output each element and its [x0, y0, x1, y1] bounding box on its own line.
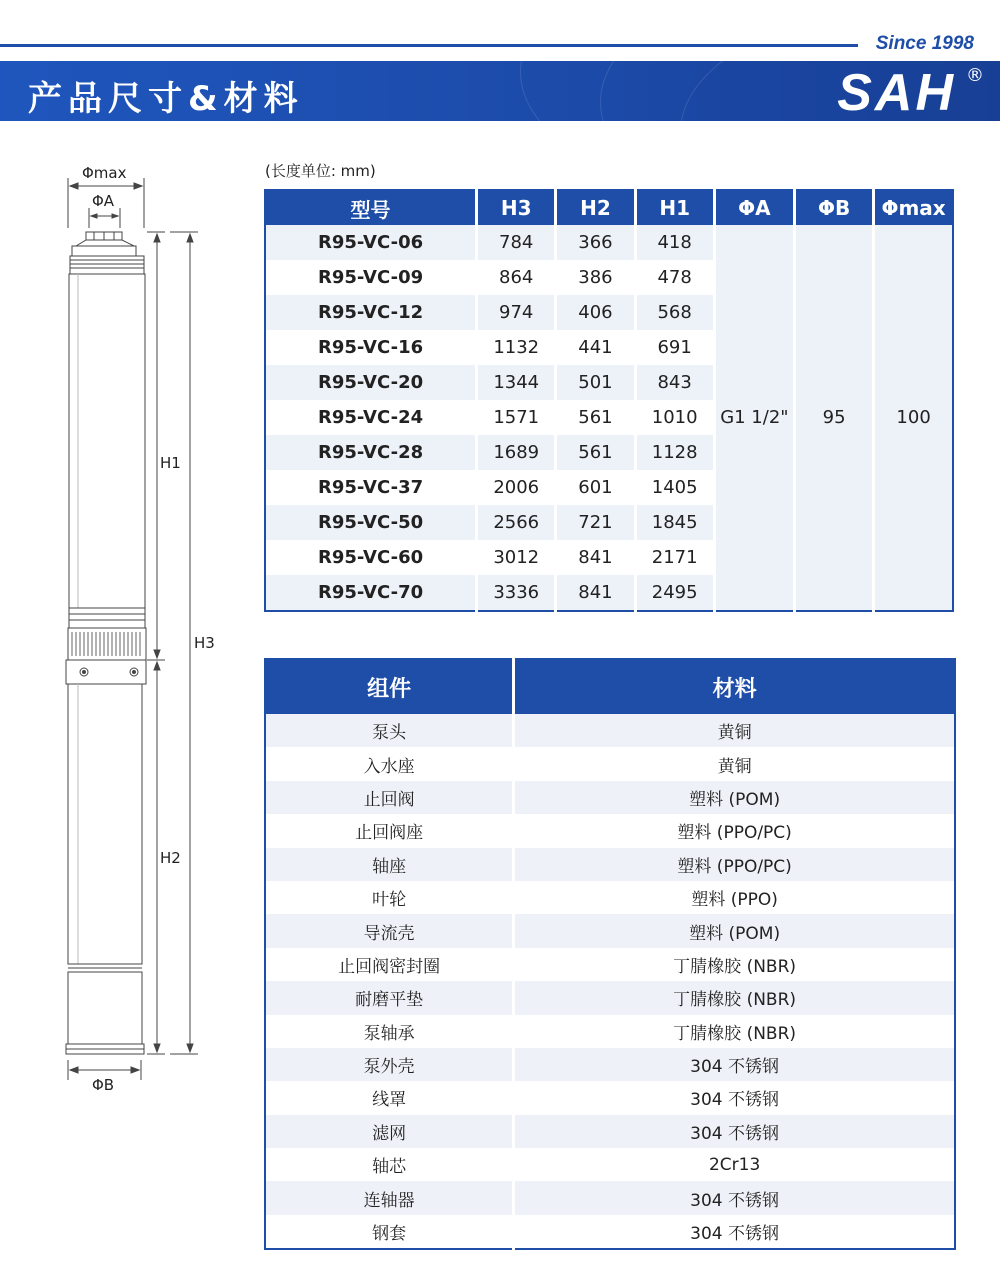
- part-cell: 泵头: [265, 714, 514, 747]
- h3-cell: 2006: [477, 470, 556, 505]
- h2-cell: 841: [556, 575, 635, 611]
- phi-a-value: G1 1/2": [714, 225, 794, 611]
- model-cell: R95-VC-70: [265, 575, 477, 611]
- model-cell: R95-VC-20: [265, 365, 477, 400]
- material-cell: 304 不锈钢: [514, 1115, 955, 1148]
- part-cell: 止回阀座: [265, 814, 514, 847]
- model-cell: R95-VC-24: [265, 400, 477, 435]
- phi-b-value: 95: [794, 225, 873, 611]
- header-rule: [0, 44, 858, 47]
- material-cell: 塑料 (POM): [514, 781, 955, 814]
- h3-cell: 974: [477, 295, 556, 330]
- table-row: [265, 814, 955, 847]
- unit-note: (长度单位: mm): [265, 162, 376, 180]
- h1-cell: 568: [635, 295, 714, 330]
- page-title: 产品尺寸&材料: [28, 79, 304, 119]
- h2-cell: 841: [556, 540, 635, 575]
- table-row: [265, 848, 955, 881]
- model-cell: R95-VC-28: [265, 435, 477, 470]
- part-cell: 泵轴承: [265, 1015, 514, 1048]
- h2-cell: 721: [556, 505, 635, 540]
- col-phi-b: ΦB: [794, 190, 873, 225]
- h3-cell: 1344: [477, 365, 556, 400]
- title-banner: [0, 61, 1000, 121]
- part-cell: 钢套: [265, 1215, 514, 1249]
- part-cell: 轴座: [265, 848, 514, 881]
- h2-cell: 501: [556, 365, 635, 400]
- h3-cell: 1571: [477, 400, 556, 435]
- table-row: [265, 1181, 955, 1214]
- material-cell: 丁腈橡胶 (NBR): [514, 948, 955, 981]
- material-cell: 304 不锈钢: [514, 1215, 955, 1249]
- h2-label: H2: [160, 849, 181, 867]
- material-cell: 304 不锈钢: [514, 1048, 955, 1081]
- table-row: [265, 225, 953, 260]
- part-cell: 入水座: [265, 747, 514, 780]
- materials-header-row: [265, 659, 955, 714]
- material-cell: 304 不锈钢: [514, 1181, 955, 1214]
- table-row: [265, 1015, 955, 1048]
- model-cell: R95-VC-09: [265, 260, 477, 295]
- h3-cell: 784: [477, 225, 556, 260]
- h1-cell: 1845: [635, 505, 714, 540]
- h1-label: H1: [160, 454, 181, 472]
- model-cell: R95-VC-60: [265, 540, 477, 575]
- h1-cell: 2495: [635, 575, 714, 611]
- h2-cell: 561: [556, 400, 635, 435]
- h2-cell: 406: [556, 295, 635, 330]
- material-cell: 塑料 (PPO/PC): [514, 848, 955, 881]
- material-cell: 塑料 (POM): [514, 914, 955, 947]
- h1-cell: 1010: [635, 400, 714, 435]
- material-cell: 丁腈橡胶 (NBR): [514, 1015, 955, 1048]
- part-cell: 泵外壳: [265, 1048, 514, 1081]
- table-row: [265, 714, 955, 747]
- col-phi-a: ΦA: [714, 190, 794, 225]
- part-cell: 连轴器: [265, 1181, 514, 1214]
- material-cell: 塑料 (PPO/PC): [514, 814, 955, 847]
- h3-cell: 864: [477, 260, 556, 295]
- part-cell: 叶轮: [265, 881, 514, 914]
- materials-table: [264, 658, 956, 1250]
- h1-cell: 691: [635, 330, 714, 365]
- material-cell: 黄铜: [514, 747, 955, 780]
- h1-cell: 1128: [635, 435, 714, 470]
- h3-cell: 2566: [477, 505, 556, 540]
- phi-max-label: Φmax: [82, 164, 127, 182]
- phi-a-label: ΦA: [92, 192, 115, 210]
- table-row: [265, 981, 955, 1014]
- material-cell: 丁腈橡胶 (NBR): [514, 981, 955, 1014]
- h3-cell: 3336: [477, 575, 556, 611]
- h2-cell: 561: [556, 435, 635, 470]
- h1-cell: 1405: [635, 470, 714, 505]
- pump-drawing: [0, 130, 260, 1110]
- h2-cell: 441: [556, 330, 635, 365]
- pump-dimension-diagram: [0, 130, 260, 1110]
- model-cell: R95-VC-50: [265, 505, 477, 540]
- registered-mark: ®: [966, 65, 984, 86]
- model-cell: R95-VC-06: [265, 225, 477, 260]
- brand-logo: SAH: [837, 64, 956, 121]
- since-label: Since 1998: [875, 33, 974, 54]
- col-h3: H3: [477, 190, 556, 225]
- table-row: [265, 1048, 955, 1081]
- h1-cell: 2171: [635, 540, 714, 575]
- col-model: 型号: [265, 190, 477, 225]
- table-row: [265, 781, 955, 814]
- h3-label: H3: [194, 634, 215, 652]
- h3-cell: 1689: [477, 435, 556, 470]
- h3-cell: 1132: [477, 330, 556, 365]
- part-cell: 止回阀密封圈: [265, 948, 514, 981]
- h3-cell: 3012: [477, 540, 556, 575]
- part-cell: 线罩: [265, 1081, 514, 1114]
- dimensions-header-row: [265, 190, 953, 225]
- material-cell: 2Cr13: [514, 1148, 955, 1181]
- dimensions-table: [264, 189, 954, 612]
- h2-cell: 386: [556, 260, 635, 295]
- col-h1: H1: [635, 190, 714, 225]
- model-cell: R95-VC-12: [265, 295, 477, 330]
- part-cell: 轴芯: [265, 1148, 514, 1181]
- table-row: [265, 1215, 955, 1249]
- table-row: [265, 1148, 955, 1181]
- col-h2: H2: [556, 190, 635, 225]
- col-phi-max: Φmax: [874, 190, 953, 225]
- material-cell: 304 不锈钢: [514, 1081, 955, 1114]
- model-cell: R95-VC-37: [265, 470, 477, 505]
- material-cell: 黄铜: [514, 714, 955, 747]
- phi-b-label: ΦB: [92, 1076, 115, 1094]
- h2-cell: 366: [556, 225, 635, 260]
- col-part: 组件: [265, 659, 514, 714]
- table-row: [265, 881, 955, 914]
- part-cell: 止回阀: [265, 781, 514, 814]
- table-row: [265, 1081, 955, 1114]
- h1-cell: 478: [635, 260, 714, 295]
- part-cell: 耐磨平垫: [265, 981, 514, 1014]
- col-material: 材料: [514, 659, 955, 714]
- table-row: [265, 747, 955, 780]
- model-cell: R95-VC-16: [265, 330, 477, 365]
- h1-cell: 418: [635, 225, 714, 260]
- h2-cell: 601: [556, 470, 635, 505]
- material-cell: 塑料 (PPO): [514, 881, 955, 914]
- phi-max-value: 100: [874, 225, 953, 611]
- h1-cell: 843: [635, 365, 714, 400]
- table-row: [265, 914, 955, 947]
- table-row: [265, 948, 955, 981]
- table-row: [265, 1115, 955, 1148]
- part-cell: 滤网: [265, 1115, 514, 1148]
- part-cell: 导流壳: [265, 914, 514, 947]
